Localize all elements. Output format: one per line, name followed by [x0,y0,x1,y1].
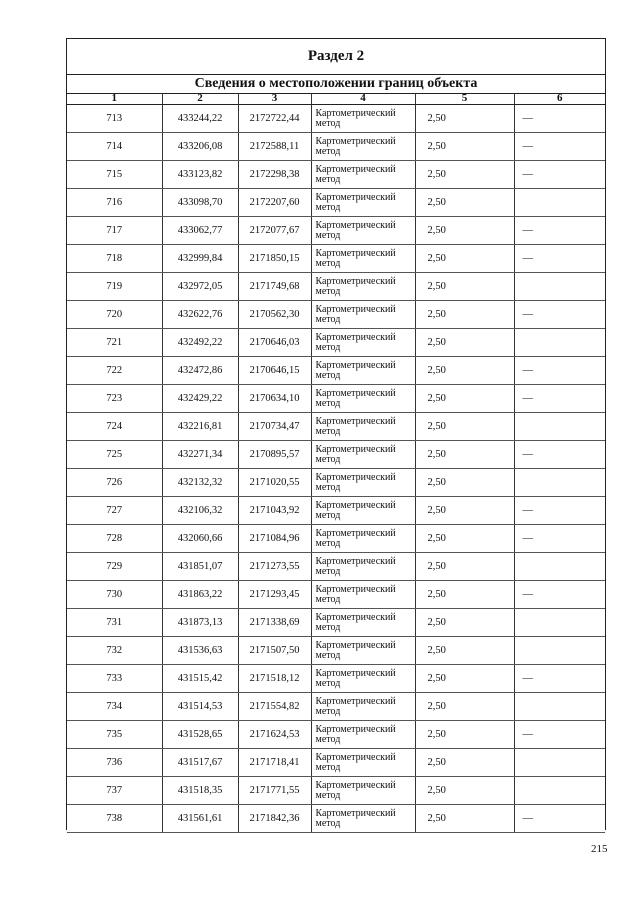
precision-cell: 2,50 [415,637,514,665]
table-row [67,805,605,833]
method-cell: Картометрический метод [311,329,415,357]
y-coordinate-cell: 2170646,15 [238,357,311,385]
header-row [67,93,605,105]
precision-cell: 2,50 [415,693,514,721]
method-cell: Картометрический метод [311,749,415,777]
table-row [67,161,605,189]
y-coordinate-cell: 2171749,68 [238,273,311,301]
table-row [67,217,605,245]
note-cell: — [514,301,605,329]
note-cell: — [514,133,605,161]
table-row [67,581,605,609]
method-cell: Картометрический метод [311,441,415,469]
point-number-cell: 738 [67,805,162,833]
point-number-cell: 734 [67,693,162,721]
x-coordinate-cell: 431517,67 [162,749,238,777]
method-cell: Картометрический метод [311,469,415,497]
note-cell [514,273,605,301]
point-number-cell: 727 [67,497,162,525]
precision-cell: 2,50 [415,553,514,581]
y-coordinate-cell: 2171850,15 [238,245,311,273]
column-header: 4 [311,93,415,105]
precision-cell: 2,50 [415,189,514,217]
table-row [67,609,605,637]
y-coordinate-cell: 2171293,45 [238,581,311,609]
method-cell: Картометрический метод [311,133,415,161]
precision-cell: 2,50 [415,301,514,329]
x-coordinate-cell: 432999,84 [162,245,238,273]
method-cell: Картометрический метод [311,777,415,805]
y-coordinate-cell: 2171624,53 [238,721,311,749]
method-cell: Картометрический метод [311,105,415,133]
x-coordinate-cell: 432106,32 [162,497,238,525]
table-row [67,497,605,525]
point-number-cell: 731 [67,609,162,637]
y-coordinate-cell: 2172588,11 [238,133,311,161]
table-body [67,105,605,833]
table-row [67,553,605,581]
y-coordinate-cell: 2170734,47 [238,413,311,441]
x-coordinate-cell: 432060,66 [162,525,238,553]
method-cell: Картометрический метод [311,245,415,273]
point-number-cell: 714 [67,133,162,161]
method-cell: Картометрический метод [311,301,415,329]
note-cell: — [514,161,605,189]
y-coordinate-cell: 2171518,12 [238,665,311,693]
x-coordinate-cell: 431561,61 [162,805,238,833]
point-number-cell: 730 [67,581,162,609]
note-cell [514,777,605,805]
x-coordinate-cell: 431536,63 [162,637,238,665]
y-coordinate-cell: 2170895,57 [238,441,311,469]
method-cell: Картометрический метод [311,581,415,609]
x-coordinate-cell: 431514,53 [162,693,238,721]
note-cell [514,413,605,441]
x-coordinate-cell: 431518,35 [162,777,238,805]
method-cell: Картометрический метод [311,721,415,749]
method-cell: Картометрический метод [311,273,415,301]
method-cell: Картометрический метод [311,413,415,441]
y-coordinate-cell: 2172722,44 [238,105,311,133]
y-coordinate-cell: 2171043,92 [238,497,311,525]
note-cell [514,693,605,721]
note-cell: — [514,245,605,273]
y-coordinate-cell: 2172207,60 [238,189,311,217]
x-coordinate-cell: 431863,22 [162,581,238,609]
point-number-cell: 735 [67,721,162,749]
precision-cell: 2,50 [415,665,514,693]
table-row [67,273,605,301]
column-header: 1 [67,93,162,105]
table-row [67,441,605,469]
point-number-cell: 736 [67,749,162,777]
note-cell [514,553,605,581]
y-coordinate-cell: 2171771,55 [238,777,311,805]
point-number-cell: 717 [67,217,162,245]
column-header: 5 [415,93,514,105]
method-cell: Картометрический метод [311,357,415,385]
method-cell: Картометрический метод [311,189,415,217]
precision-cell: 2,50 [415,217,514,245]
y-coordinate-cell: 2171842,36 [238,805,311,833]
point-number-cell: 725 [67,441,162,469]
point-number-cell: 728 [67,525,162,553]
page-number: 215 [591,843,608,855]
table-row [67,189,605,217]
precision-cell: 2,50 [415,805,514,833]
table-row [67,469,605,497]
note-cell: — [514,217,605,245]
y-coordinate-cell: 2171718,41 [238,749,311,777]
x-coordinate-cell: 431515,42 [162,665,238,693]
y-coordinate-cell: 2170634,10 [238,385,311,413]
method-cell: Картометрический метод [311,637,415,665]
table-row [67,413,605,441]
precision-cell: 2,50 [415,413,514,441]
note-cell [514,469,605,497]
note-cell: — [514,357,605,385]
x-coordinate-cell: 432972,05 [162,273,238,301]
x-coordinate-cell: 433206,08 [162,133,238,161]
method-cell: Картометрический метод [311,161,415,189]
column-header: 3 [238,93,311,105]
point-number-cell: 737 [67,777,162,805]
table-row [67,525,605,553]
precision-cell: 2,50 [415,497,514,525]
precision-cell: 2,50 [415,105,514,133]
x-coordinate-cell: 431873,13 [162,609,238,637]
precision-cell: 2,50 [415,161,514,189]
precision-cell: 2,50 [415,133,514,161]
table-row [67,693,605,721]
note-cell: — [514,721,605,749]
point-number-cell: 733 [67,665,162,693]
precision-cell: 2,50 [415,385,514,413]
table-row [67,777,605,805]
method-cell: Картометрический метод [311,525,415,553]
x-coordinate-cell: 432216,81 [162,413,238,441]
y-coordinate-cell: 2171554,82 [238,693,311,721]
point-number-cell: 724 [67,413,162,441]
note-cell: — [514,385,605,413]
point-number-cell: 720 [67,301,162,329]
table-row [67,105,605,133]
precision-cell: 2,50 [415,441,514,469]
table-row [67,385,605,413]
table-row [67,133,605,161]
table-row [67,749,605,777]
precision-cell: 2,50 [415,329,514,357]
y-coordinate-cell: 2171273,55 [238,553,311,581]
point-number-cell: 729 [67,553,162,581]
table-row [67,329,605,357]
x-coordinate-cell: 432472,86 [162,357,238,385]
section-title: Раздел 2 [67,39,605,75]
method-cell: Картометрический метод [311,805,415,833]
x-coordinate-cell: 431528,65 [162,721,238,749]
y-coordinate-cell: 2172077,67 [238,217,311,245]
note-cell: — [514,105,605,133]
y-coordinate-cell: 2172298,38 [238,161,311,189]
document-frame [66,38,606,830]
boundary-coordinates-table [67,93,605,833]
x-coordinate-cell: 432492,22 [162,329,238,357]
table-row [67,357,605,385]
point-number-cell: 713 [67,105,162,133]
x-coordinate-cell: 432429,22 [162,385,238,413]
note-cell [514,189,605,217]
note-cell: — [514,581,605,609]
note-cell: — [514,441,605,469]
point-number-cell: 732 [67,637,162,665]
x-coordinate-cell: 433062,77 [162,217,238,245]
method-cell: Картометрический метод [311,385,415,413]
table-row [67,245,605,273]
method-cell: Картометрический метод [311,553,415,581]
precision-cell: 2,50 [415,245,514,273]
column-header: 2 [162,93,238,105]
note-cell: — [514,497,605,525]
precision-cell: 2,50 [415,609,514,637]
table-row [67,301,605,329]
point-number-cell: 723 [67,385,162,413]
method-cell: Картометрический метод [311,665,415,693]
x-coordinate-cell: 432622,76 [162,301,238,329]
x-coordinate-cell: 432271,34 [162,441,238,469]
y-coordinate-cell: 2171338,69 [238,609,311,637]
y-coordinate-cell: 2170562,30 [238,301,311,329]
point-number-cell: 722 [67,357,162,385]
precision-cell: 2,50 [415,777,514,805]
precision-cell: 2,50 [415,749,514,777]
x-coordinate-cell: 433244,22 [162,105,238,133]
note-cell [514,637,605,665]
method-cell: Картометрический метод [311,217,415,245]
point-number-cell: 719 [67,273,162,301]
x-coordinate-cell: 431851,07 [162,553,238,581]
note-cell: — [514,665,605,693]
point-number-cell: 718 [67,245,162,273]
y-coordinate-cell: 2171084,96 [238,525,311,553]
point-number-cell: 726 [67,469,162,497]
section-subtitle: Сведения о местоположении границ объекта [67,74,605,94]
y-coordinate-cell: 2171020,55 [238,469,311,497]
column-header: 6 [514,93,605,105]
x-coordinate-cell: 433123,82 [162,161,238,189]
precision-cell: 2,50 [415,469,514,497]
y-coordinate-cell: 2170646,03 [238,329,311,357]
precision-cell: 2,50 [415,721,514,749]
note-cell: — [514,805,605,833]
method-cell: Картометрический метод [311,609,415,637]
note-cell: — [514,525,605,553]
table-row [67,637,605,665]
method-cell: Картометрический метод [311,497,415,525]
precision-cell: 2,50 [415,357,514,385]
x-coordinate-cell: 433098,70 [162,189,238,217]
x-coordinate-cell: 432132,32 [162,469,238,497]
precision-cell: 2,50 [415,273,514,301]
table-row [67,665,605,693]
precision-cell: 2,50 [415,581,514,609]
point-number-cell: 715 [67,161,162,189]
note-cell [514,329,605,357]
method-cell: Картометрический метод [311,693,415,721]
note-cell [514,609,605,637]
precision-cell: 2,50 [415,525,514,553]
y-coordinate-cell: 2171507,50 [238,637,311,665]
point-number-cell: 721 [67,329,162,357]
note-cell [514,749,605,777]
point-number-cell: 716 [67,189,162,217]
table-row [67,721,605,749]
